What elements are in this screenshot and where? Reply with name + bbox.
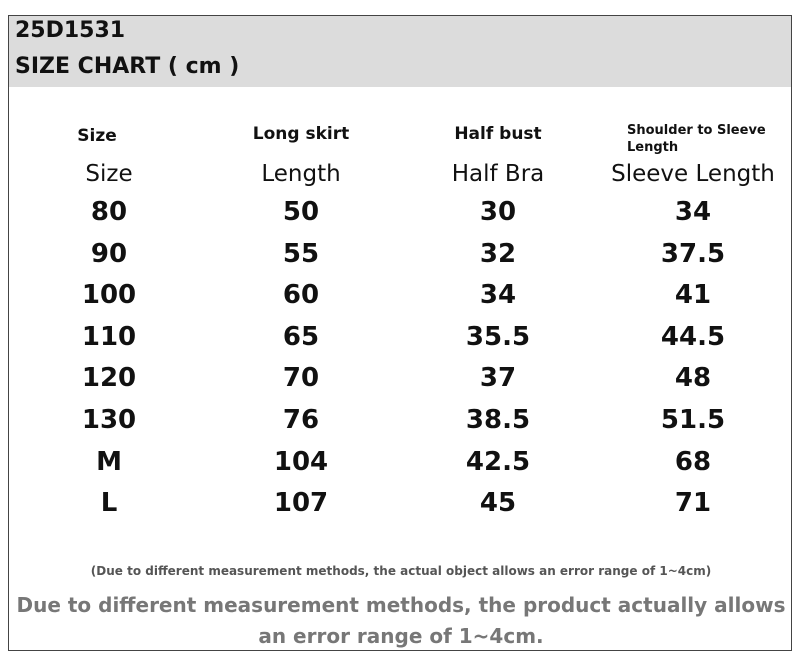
header-bar [9,16,791,87]
product-code: 25D1531 [15,18,126,43]
table-cell: 104 [273,447,329,477]
table-cell: 76 [282,405,320,435]
table-cell: 51.5 [660,405,726,435]
table-cell: 35.5 [465,322,531,352]
table-cell: 48 [674,363,712,393]
table-cell: 32 [479,239,517,269]
header-en-3: Shoulder to Sleeve Length [627,123,766,155]
header-alt-2: Half Bra [451,161,545,187]
table-cell: 30 [479,197,517,227]
size-chart-frame [8,15,792,651]
measurement-note-small: (Due to different measurement methods, the actual object allows an error range of 1~4cm) [90,564,712,578]
table-cell: 120 [81,363,137,393]
table-cell: 38.5 [465,405,531,435]
header-en-0: Size [77,126,117,146]
chart-title: SIZE CHART ( cm ) [15,54,240,79]
table-cell: 34 [479,280,517,310]
header-alt-3: Sleeve Length [611,161,775,187]
table-cell: 60 [282,280,320,310]
table-cell: 68 [674,447,712,477]
header-en-2: Half bust [454,124,542,144]
table-cell: 71 [674,488,712,518]
header-alt-1: Length [261,161,341,187]
table-cell: 50 [282,197,320,227]
table-cell: 34 [674,197,712,227]
table-cell: 70 [282,363,320,393]
table-cell: 90 [90,239,128,269]
table-cell: 45 [479,488,517,518]
measurement-note-large: Due to different measurement methods, the product actually allows an error range of 1~4cm. [16,593,786,648]
table-cell: 80 [90,197,128,227]
table-cell: M [96,447,122,477]
table-cell: 44.5 [660,322,726,352]
table-cell: 55 [282,239,320,269]
table-cell: 100 [81,280,137,310]
table-cell: 130 [81,405,137,435]
table-cell: 42.5 [465,447,531,477]
table-cell: 110 [81,322,137,352]
table-cell: 65 [282,322,320,352]
table-cell: 37.5 [660,239,726,269]
header-alt-0: Size [85,161,133,187]
table-cell: 37 [479,363,517,393]
table-cell: L [100,488,118,518]
table-cell: 107 [273,488,329,518]
table-cell: 41 [674,280,712,310]
header-en-1: Long skirt [252,124,350,144]
